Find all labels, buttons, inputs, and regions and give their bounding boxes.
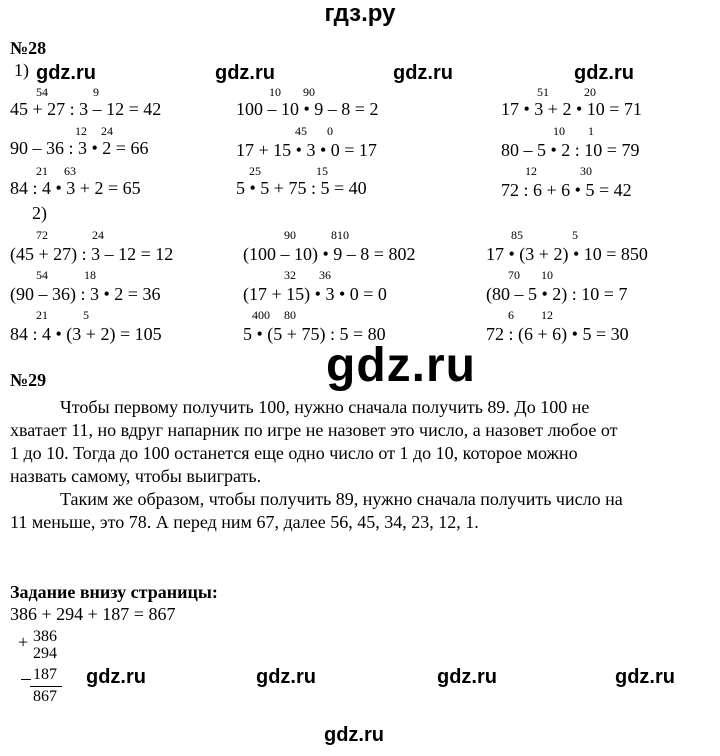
intermediate-result: 1 bbox=[588, 124, 594, 138]
intermediate-result: 70 bbox=[508, 268, 520, 282]
intermediate-result: 0 bbox=[327, 124, 333, 138]
intermediate-result: 80 bbox=[284, 308, 296, 322]
intermediate-result: 15 bbox=[316, 164, 328, 178]
intermediate-result: 85 bbox=[511, 228, 523, 242]
addend-3: 187 bbox=[33, 666, 57, 683]
intermediate-result: 5 bbox=[83, 308, 89, 322]
intermediate-result: 810 bbox=[331, 228, 349, 242]
expression: 5 • (5 + 75) : 5 = 80 bbox=[243, 324, 386, 344]
expression: 72 : (6 + 6) • 5 = 30 bbox=[486, 324, 629, 344]
intermediate-result: 21 bbox=[36, 308, 48, 322]
watermark-large: gdz.ru bbox=[326, 339, 476, 392]
intermediate-result: 400 bbox=[252, 308, 270, 322]
part-2-label: 2) bbox=[32, 203, 47, 223]
intermediate-result: 10 bbox=[269, 85, 281, 99]
intermediate-result: 72 bbox=[36, 228, 48, 242]
intermediate-result: 20 bbox=[584, 85, 596, 99]
watermark: gdz.ru bbox=[256, 666, 316, 688]
watermark: gdz.ru bbox=[86, 666, 146, 688]
expression: 17 • 3 + 2 • 10 = 71 bbox=[501, 99, 642, 119]
sum: 867 bbox=[33, 688, 57, 705]
intermediate-result: 12 bbox=[75, 124, 87, 138]
intermediate-result: 51 bbox=[537, 85, 549, 99]
expression: 45 + 27 : 3 – 12 = 42 bbox=[10, 99, 162, 119]
intermediate-result: 24 bbox=[101, 124, 113, 138]
expression: 80 – 5 • 2 : 10 = 79 bbox=[501, 140, 640, 160]
expression: (100 – 10) • 9 – 8 = 802 bbox=[243, 244, 416, 264]
paragraph-line: 1 до 10. Тогда до 100 останется еще одно число от 1 до 10, которое можно bbox=[10, 443, 578, 463]
expression: 5 • 5 + 75 : 5 = 40 bbox=[236, 178, 367, 198]
intermediate-result: 90 bbox=[303, 85, 315, 99]
expression: (80 – 5 • 2) : 10 = 7 bbox=[486, 284, 628, 304]
expression: 84 : 4 • 3 + 2 = 65 bbox=[10, 178, 141, 198]
expression: 17 • (3 + 2) • 10 = 850 bbox=[486, 244, 648, 264]
intermediate-result: 9 bbox=[93, 85, 99, 99]
intermediate-result: 10 bbox=[541, 268, 553, 282]
watermark: gdz.ru bbox=[36, 62, 96, 84]
sum-line bbox=[30, 686, 62, 687]
watermark: gdz.ru bbox=[215, 62, 275, 84]
intermediate-result: 12 bbox=[525, 164, 537, 178]
expression: (90 – 36) : 3 • 2 = 36 bbox=[10, 284, 161, 304]
part-1-label: 1) bbox=[14, 60, 29, 80]
paragraph-line: 11 меньше, это 78. А перед ним 67, далее 56, 45, 34, 23, 12, 1. bbox=[10, 512, 479, 532]
watermark: gdz.ru bbox=[437, 666, 497, 688]
paragraph-line: Таким же образом, чтобы получить 89, нужно сначала получить число на bbox=[60, 489, 623, 509]
intermediate-result: 25 bbox=[249, 164, 261, 178]
plus-sign: + bbox=[18, 632, 29, 652]
addend-1: 386 bbox=[33, 628, 57, 645]
expression: 100 – 10 • 9 – 8 = 2 bbox=[236, 99, 379, 119]
bottom-task-equation: 386 + 294 + 187 = 867 bbox=[10, 604, 176, 624]
intermediate-result: 32 bbox=[284, 268, 296, 282]
watermark-bottom: gdz.ru bbox=[324, 724, 384, 746]
intermediate-result: 54 bbox=[36, 268, 48, 282]
expression: 17 + 15 • 3 • 0 = 17 bbox=[236, 140, 377, 160]
intermediate-result: 63 bbox=[64, 164, 76, 178]
intermediate-result: 36 bbox=[319, 268, 331, 282]
expression: 72 : 6 + 6 • 5 = 42 bbox=[501, 180, 632, 200]
paragraph-line: хватает 11, но вдруг напарник по игре не назовет это число, а назовет любое от bbox=[10, 420, 618, 440]
intermediate-result: 5 bbox=[572, 228, 578, 242]
paragraph-line: Чтобы первому получить 100, нужно сначала получить 89. До 100 не bbox=[60, 397, 590, 417]
site-title: гдз.ру bbox=[324, 0, 396, 27]
intermediate-result: 6 bbox=[508, 308, 514, 322]
column-dash bbox=[21, 679, 31, 680]
bottom-task-title: Задание внизу страницы: bbox=[10, 582, 218, 602]
task-28-number: №28 bbox=[10, 38, 47, 58]
expression: 90 – 36 : 3 • 2 = 66 bbox=[10, 138, 149, 158]
watermark: gdz.ru bbox=[393, 62, 453, 84]
intermediate-result: 21 bbox=[36, 164, 48, 178]
expression: 84 : 4 • (3 + 2) = 105 bbox=[10, 324, 162, 344]
expression: (17 + 15) • 3 • 0 = 0 bbox=[243, 284, 387, 304]
intermediate-result: 24 bbox=[92, 228, 104, 242]
intermediate-result: 90 bbox=[284, 228, 296, 242]
intermediate-result: 45 bbox=[295, 124, 307, 138]
intermediate-result: 12 bbox=[541, 308, 553, 322]
task-29-number: №29 bbox=[10, 370, 47, 390]
paragraph-line: назвать самому, чтобы выиграть. bbox=[10, 466, 262, 486]
watermark: gdz.ru bbox=[615, 666, 675, 688]
intermediate-result: 30 bbox=[580, 164, 592, 178]
watermark: gdz.ru bbox=[574, 62, 634, 84]
intermediate-result: 10 bbox=[553, 124, 565, 138]
expression: (45 + 27) : 3 – 12 = 12 bbox=[10, 244, 174, 264]
intermediate-result: 18 bbox=[84, 268, 96, 282]
addend-2: 294 bbox=[33, 645, 57, 662]
intermediate-result: 54 bbox=[36, 85, 48, 99]
